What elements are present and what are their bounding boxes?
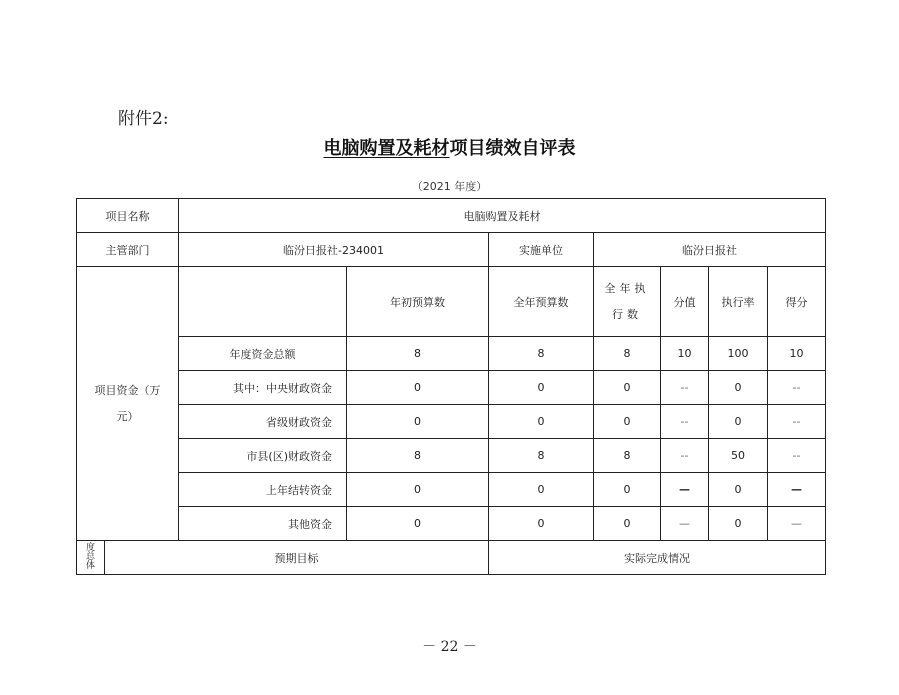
cell: 8 [594, 337, 661, 371]
cell: 10 [661, 337, 709, 371]
project-name-label: 项目名称 [77, 199, 179, 233]
header-annual-executed-text: 全年执行数 [604, 281, 650, 321]
attachment-label: 附件2: [118, 109, 169, 129]
cell: 8 [347, 337, 489, 371]
funds-row-total [77, 337, 826, 371]
cell: 0 [594, 405, 661, 439]
cell: 0 [489, 473, 594, 507]
cell: 0 [347, 473, 489, 507]
funds-row-other [77, 507, 826, 541]
cell: — [768, 473, 826, 507]
cell: 8 [347, 439, 489, 473]
document-title [0, 134, 899, 160]
cell: 0 [594, 507, 661, 541]
cell: 8 [489, 337, 594, 371]
project-name-row [77, 199, 826, 233]
row-label: 其他资金 [179, 507, 347, 541]
header-annual-budget: 全年预算数 [489, 267, 594, 337]
cell: 8 [594, 439, 661, 473]
cell: -- [768, 439, 826, 473]
cell: -- [661, 405, 709, 439]
cell: -- [661, 371, 709, 405]
cell: — [661, 507, 709, 541]
page-number: － 22 － [422, 639, 477, 655]
row-label: 市县(区)财政资金 [179, 439, 347, 473]
impl-label: 实施单位 [489, 233, 594, 267]
project-name-value: 电脑购置及耗材 [179, 199, 826, 233]
cell: — [661, 473, 709, 507]
cell: 0 [347, 371, 489, 405]
cell: 0 [489, 507, 594, 541]
actual-completion-label: 实际完成情况 [489, 541, 826, 575]
funds-section-text: 项目资金（万元） [94, 383, 161, 423]
funds-header-row [77, 267, 826, 337]
cell: 0 [347, 405, 489, 439]
cell: -- [661, 439, 709, 473]
cell: 0 [709, 405, 768, 439]
performance-table [76, 198, 826, 575]
row-label: 其中：中央财政资金 [179, 371, 347, 405]
goals-vertical-label-cell [77, 541, 105, 575]
header-execution-rate: 执行率 [709, 267, 768, 337]
row-label: 上年结转资金 [179, 473, 347, 507]
goals-row [77, 541, 826, 575]
expected-goal-label: 预期目标 [105, 541, 489, 575]
header-score: 得分 [768, 267, 826, 337]
cell: 0 [489, 371, 594, 405]
cell: — [768, 507, 826, 541]
funds-header-blank [179, 267, 347, 337]
funds-section-label [77, 267, 179, 541]
title-underlined-part: 电脑购置及耗材 [323, 138, 450, 159]
funds-row-carryover [77, 473, 826, 507]
funds-row-central [77, 371, 826, 405]
cell: 0 [709, 371, 768, 405]
header-annual-executed [594, 267, 661, 337]
cell: 8 [489, 439, 594, 473]
funds-row-provincial [77, 405, 826, 439]
dept-value: 临汾日报社-234001 [179, 233, 489, 267]
year-note: （2021 年度） [411, 180, 488, 193]
row-label: 年度资金总额 [179, 337, 347, 371]
department-row [77, 233, 826, 267]
header-initial-budget: 年初预算数 [347, 267, 489, 337]
cell: 0 [594, 371, 661, 405]
cell: 10 [768, 337, 826, 371]
row-label: 省级财政资金 [179, 405, 347, 439]
cell: -- [768, 405, 826, 439]
title-rest: 项目绩效自评表 [449, 138, 576, 159]
dept-label: 主管部门 [77, 233, 179, 267]
cell: -- [768, 371, 826, 405]
cell: 0 [489, 405, 594, 439]
cell: 0 [709, 507, 768, 541]
funds-row-municipal [77, 439, 826, 473]
cell: 0 [709, 473, 768, 507]
goals-vertical-label: 度总体 [85, 543, 95, 571]
impl-value: 临汾日报社 [594, 233, 826, 267]
cell: 50 [709, 439, 768, 473]
cell: 100 [709, 337, 768, 371]
header-score-value: 分值 [661, 267, 709, 337]
cell: 0 [594, 473, 661, 507]
cell: 0 [347, 507, 489, 541]
